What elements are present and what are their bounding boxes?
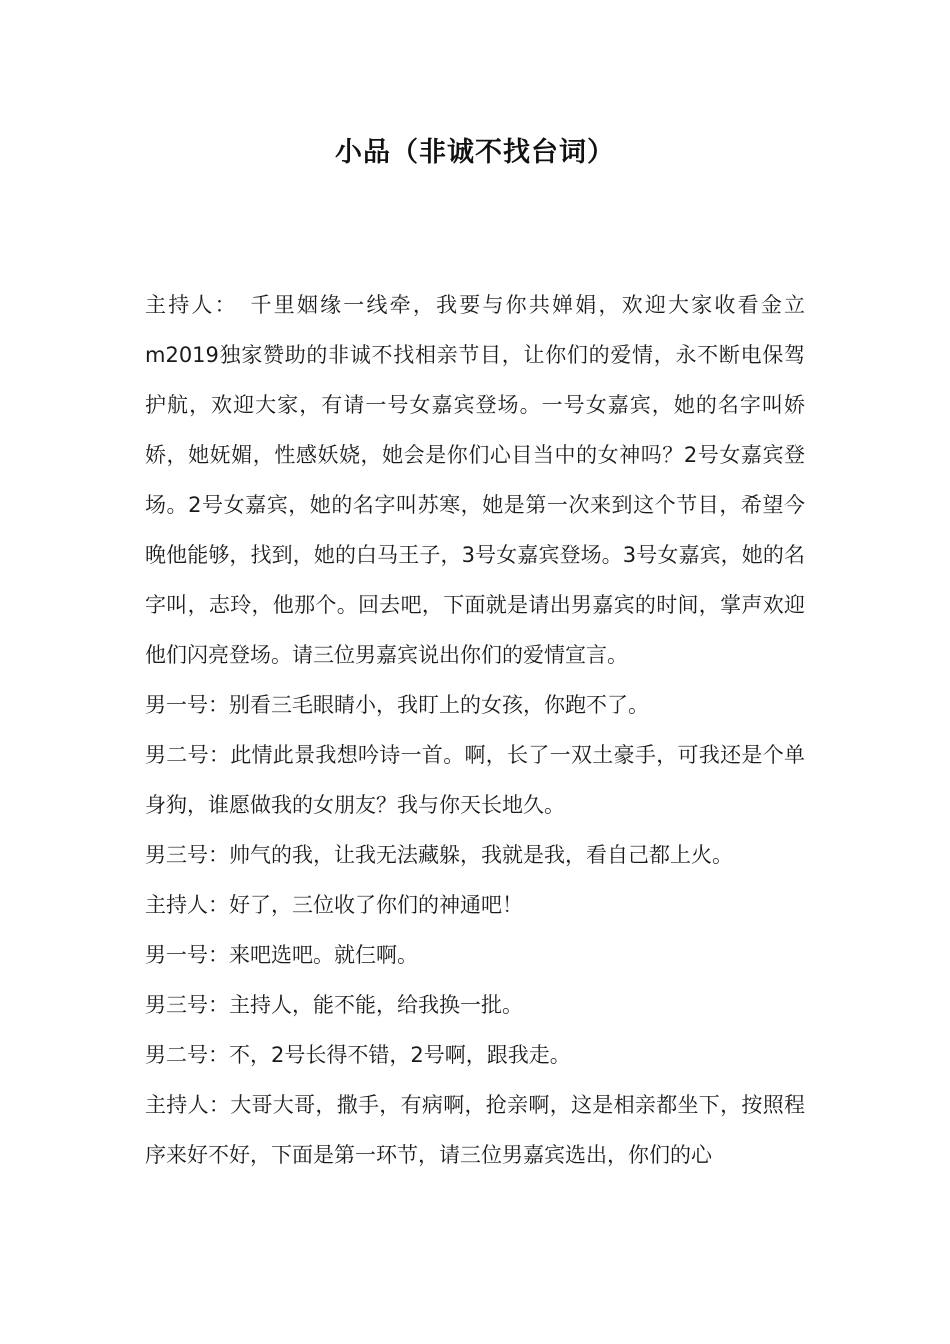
speaker-label: 男二号：	[145, 743, 231, 767]
paragraph-text: 此情此景我想吟诗一首。啊，长了一双土豪手，可我还是个单身狗，谁愿做我的女朋友？我与你天长地久。	[145, 743, 806, 817]
speaker-label: 男一号：	[145, 943, 229, 967]
speaker-label: 主持人：	[145, 1093, 231, 1117]
paragraph-text: 千里姻缘一线牵，我要与你共婵娟，欢迎大家收看金立m2019独家赞助的非诚不找相亲节目，让你们的爱情，永不断电保驾护航，欢迎大家，有请一号女嘉宾登场。一号女嘉宾，她的名字叫娇娇，她妩媚，性感妖娆，她会是你们心目当中的女神吗？2号女嘉宾登场。2号女嘉宾，她的名字叫苏寒，她是第一次来到这个节目，希望今晚他能够，找到，她的白马王子，3号女嘉宾登场。3号女嘉宾，她的名字叫，志玲，他那个。回去吧，下面就是请出男嘉宾的时间，掌声欢迎他们闪亮登场。请三位男嘉宾说出你们的爱情宣言。	[145, 293, 806, 667]
paragraph	[145, 280, 805, 680]
document-body	[145, 280, 805, 1180]
paragraph-text: 别看三毛眼睛小，我盯上的女孩，你跑不了。	[229, 693, 649, 717]
paragraph	[145, 930, 805, 980]
paragraph	[145, 980, 805, 1030]
paragraph-text: 来吧选吧。就仨啊。	[229, 943, 418, 967]
paragraph	[145, 880, 805, 930]
speaker-label: 男三号：	[145, 993, 229, 1017]
document-title: 小品（非诚不找台词）	[335, 137, 615, 168]
speaker-label: 男二号：	[145, 1043, 229, 1067]
speaker-label: 男一号：	[145, 693, 229, 717]
paragraph-text: 大哥大哥，撒手，有病啊，抢亲啊，这是相亲都坐下，按照程序来好不好，下面是第一环节，请三位男嘉宾选出，你们的心	[145, 1093, 806, 1167]
speaker-label: 男三号：	[145, 843, 229, 867]
paragraph	[145, 680, 805, 730]
paragraph-text: 帅气的我，让我无法藏躲，我就是我，看自己都上火。	[229, 843, 733, 867]
paragraph	[145, 830, 805, 880]
paragraph-text: 好了，三位收了你们的神通吧！	[229, 893, 523, 917]
speaker-label: 主持人：	[145, 893, 229, 917]
paragraph-text: 不，2号长得不错，2号啊，跟我走。	[229, 1043, 571, 1067]
paragraph-text: 主持人，能不能，给我换一批。	[229, 993, 523, 1017]
speaker-label: 主持人：	[145, 293, 228, 317]
paragraph	[145, 1080, 805, 1180]
paragraph	[145, 1030, 805, 1080]
paragraph	[145, 730, 805, 830]
